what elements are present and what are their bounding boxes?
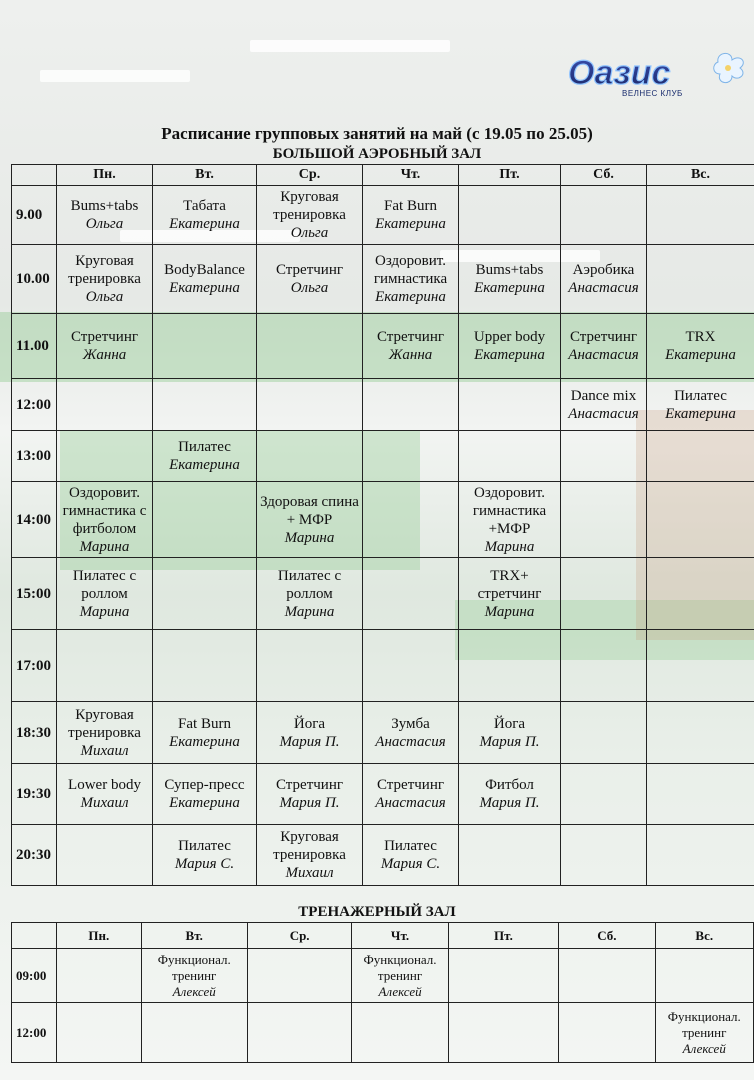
time-slot-row: [12, 630, 754, 702]
trainer-name: Ольга: [290, 280, 329, 296]
class-cell: [561, 314, 647, 379]
class-name: Оздоровит. гимнастика: [373, 253, 448, 287]
time-cell: 19:30: [12, 764, 57, 825]
trainer-name: Екатерина: [665, 405, 736, 422]
trainer-name: Екатерина: [474, 347, 545, 363]
class-name: Fat Burn: [178, 715, 231, 732]
class-cell: [153, 245, 257, 314]
time-slot-row: [12, 1003, 754, 1063]
class-cell: [153, 558, 257, 630]
time-cell: 12:00: [12, 379, 57, 431]
day-header: Пт.: [459, 165, 561, 186]
class-name: Пилатес: [674, 387, 727, 404]
class-cell: [153, 825, 257, 886]
class-cell: [363, 825, 459, 886]
corner-cell: [12, 923, 57, 949]
class-cell: [57, 431, 153, 482]
class-cell: [561, 702, 647, 764]
class-cell: [459, 764, 561, 825]
class-cell: [561, 558, 647, 630]
aerobic-hall-schedule: [11, 164, 754, 886]
class-name: Пилатес: [178, 439, 231, 455]
class-cell: [459, 825, 561, 886]
class-name: Табата: [183, 198, 226, 214]
gym-hall-schedule: [11, 922, 754, 1063]
trainer-name: Марина: [79, 603, 130, 620]
trainer-name: Алексей: [378, 983, 422, 999]
class-cell: [647, 482, 754, 558]
class-cell: [363, 245, 459, 314]
class-cell: [57, 764, 153, 825]
class-cell: [561, 764, 647, 825]
class-cell: [57, 702, 153, 764]
class-name: Функционал. тренинг: [363, 951, 437, 983]
time-slot-row: [12, 482, 754, 558]
trainer-name: Жанна: [82, 347, 127, 363]
class-name: Оздоровит. гимнастика с фитболом: [62, 484, 147, 537]
class-cell: [57, 1003, 141, 1063]
class-name: Супер-пресс: [164, 777, 245, 793]
day-header: Сб.: [561, 165, 647, 186]
class-cell: [459, 379, 561, 431]
class-cell: [459, 558, 561, 630]
class-name: Стретчинг: [275, 262, 343, 278]
class-name: TRX+ стретчинг: [477, 567, 542, 602]
class-cell: [257, 482, 363, 558]
class-cell: [57, 558, 153, 630]
class-cell: [459, 482, 561, 558]
class-name: TRX: [685, 329, 716, 345]
logo-subtitle: ВЕЛНЕС КЛУБ: [622, 89, 683, 98]
class-cell: [647, 314, 754, 379]
class-cell: [647, 558, 754, 630]
corner-cell: [12, 165, 57, 186]
day-header: Вс.: [655, 923, 753, 949]
svg-text:Оазис: Оазис: [568, 54, 671, 92]
page-title: Расписание групповых занятий на май (с 19.05 по 25.05): [161, 124, 593, 143]
class-cell: [247, 949, 351, 1003]
class-name: Круговая тренировка: [68, 706, 141, 741]
day-header: Чт.: [352, 923, 448, 949]
class-name: Круговая тренировка: [273, 189, 346, 223]
class-cell: [363, 314, 459, 379]
class-cell: [363, 431, 459, 482]
class-cell: [141, 949, 247, 1003]
class-cell: [363, 630, 459, 702]
trainer-name: Екатерина: [665, 347, 736, 363]
time-cell: 11.00: [12, 314, 57, 379]
class-cell: [363, 702, 459, 764]
time-cell: 10.00: [12, 245, 57, 314]
trainer-name: Анастасия: [568, 347, 639, 363]
class-name: Круговая тренировка: [273, 829, 346, 863]
class-cell: [655, 1003, 753, 1063]
day-header: Вс.: [647, 165, 754, 186]
hall1-title: БОЛЬШОЙ АЭРОБНЫЙ ЗАЛ: [272, 146, 482, 162]
class-cell: [153, 186, 257, 245]
class-name: Dance mix: [570, 387, 637, 404]
day-header: Сб.: [559, 923, 655, 949]
trainer-name: Алексей: [172, 983, 216, 999]
day-header: Ср.: [257, 165, 363, 186]
header-row: [12, 923, 754, 949]
class-cell: [57, 245, 153, 314]
schedule-body: [12, 186, 754, 886]
class-name: Upper body: [473, 329, 546, 345]
class-cell: [363, 558, 459, 630]
trainer-name: Анастасия: [568, 405, 639, 422]
day-header: Чт.: [363, 165, 459, 186]
trainer-name: Мария П.: [479, 733, 540, 750]
time-slot-row: [12, 764, 754, 825]
class-cell: [647, 764, 754, 825]
class-cell: [153, 482, 257, 558]
time-cell: 09:00: [12, 949, 57, 1003]
time-cell: 17:00: [12, 630, 57, 702]
class-cell: [363, 379, 459, 431]
class-cell: [57, 379, 153, 431]
trainer-name: Марина: [484, 538, 535, 555]
class-cell: [141, 1003, 247, 1063]
trainer-name: Анастасия: [375, 733, 446, 750]
trainer-name: Марина: [484, 603, 535, 620]
trainer-name: Ольга: [85, 289, 124, 305]
class-name: Фитбол: [485, 777, 534, 793]
class-cell: [561, 431, 647, 482]
class-name: Функционал. тренинг: [157, 951, 231, 983]
class-cell: [647, 702, 754, 764]
class-cell: [561, 630, 647, 702]
class-name: Оздоровит. гимнастика +МФР: [472, 484, 547, 537]
class-cell: [352, 1003, 448, 1063]
class-cell: [153, 431, 257, 482]
time-slot-row: [12, 314, 754, 379]
time-cell: 14:00: [12, 482, 57, 558]
class-cell: [559, 949, 655, 1003]
class-name: Bums+tabs: [70, 198, 139, 214]
class-cell: [257, 702, 363, 764]
class-name: Стретчинг: [70, 329, 138, 345]
class-cell: [257, 379, 363, 431]
time-slot-row: [12, 949, 754, 1003]
header-row: [12, 165, 754, 186]
class-cell: [257, 245, 363, 314]
class-name: Зумба: [391, 715, 430, 732]
day-header: Вт.: [153, 165, 257, 186]
class-name: Стретчинг: [376, 777, 444, 793]
class-cell: [655, 949, 753, 1003]
class-name: Здоровая спина + МФР: [260, 493, 359, 528]
time-cell: 20:30: [12, 825, 57, 886]
trainer-name: Екатерина: [375, 216, 446, 232]
class-cell: [448, 949, 558, 1003]
class-name: Стретчинг: [376, 329, 444, 345]
trainer-name: Мария С.: [380, 856, 441, 872]
class-cell: [257, 630, 363, 702]
trainer-name: Алексей: [682, 1040, 726, 1056]
day-header: Вт.: [141, 923, 247, 949]
trainer-name: Михаил: [80, 795, 129, 811]
time-cell: 12:00: [12, 1003, 57, 1063]
class-cell: [57, 482, 153, 558]
trainer-name: Мария П.: [479, 795, 540, 811]
class-name: Йога: [493, 715, 526, 732]
class-cell: [561, 379, 647, 431]
trainer-name: Михаил: [285, 865, 334, 881]
class-cell: [647, 186, 754, 245]
trainer-name: Екатерина: [169, 457, 240, 473]
day-header: Ср.: [247, 923, 351, 949]
time-slot-row: [12, 245, 754, 314]
class-name: Аэробика: [572, 262, 635, 278]
class-name: Пилатес: [178, 838, 231, 854]
class-name: Йога: [293, 715, 326, 732]
class-cell: [57, 186, 153, 245]
class-name: Lower body: [68, 777, 141, 793]
class-cell: [459, 630, 561, 702]
class-name: Bums+tabs: [475, 262, 544, 278]
class-cell: [257, 825, 363, 886]
class-cell: [459, 245, 561, 314]
class-cell: [257, 764, 363, 825]
hall2-title: ТРЕНАЖЕРНЫЙ ЗАЛ: [298, 904, 456, 920]
trainer-name: Екатерина: [169, 795, 240, 811]
class-cell: [459, 314, 561, 379]
time-slot-row: [12, 825, 754, 886]
trainer-name: Анастасия: [375, 795, 446, 811]
time-cell: 13:00: [12, 431, 57, 482]
class-name: BodyBalance: [164, 262, 245, 278]
trainer-name: Ольга: [290, 225, 329, 241]
class-name: Функционал. тренинг: [667, 1008, 741, 1040]
class-cell: [448, 1003, 558, 1063]
class-cell: [153, 314, 257, 379]
time-slot-row: [12, 186, 754, 245]
class-name: Стретчинг: [569, 329, 637, 345]
trainer-name: Екатерина: [169, 216, 240, 232]
class-name: Пилатес с роллом: [277, 567, 342, 602]
trainer-name: Ольга: [85, 216, 124, 232]
day-header: Пн.: [57, 923, 141, 949]
trainer-name: Екатерина: [169, 280, 240, 296]
trainer-name: Анастасия: [568, 280, 639, 296]
class-cell: [257, 558, 363, 630]
time-cell: 9.00: [12, 186, 57, 245]
class-cell: [561, 825, 647, 886]
class-cell: [363, 186, 459, 245]
class-cell: [363, 482, 459, 558]
class-cell: [257, 314, 363, 379]
trainer-name: Мария П.: [279, 795, 340, 811]
class-cell: [647, 431, 754, 482]
class-name: Fat Burn: [384, 198, 437, 214]
class-name: Пилатес: [384, 838, 437, 854]
class-cell: [57, 630, 153, 702]
trainer-name: Жанна: [388, 347, 433, 363]
trainer-name: Мария С.: [174, 856, 235, 872]
class-cell: [153, 379, 257, 431]
class-cell: [561, 186, 647, 245]
time-slot-row: [12, 379, 754, 431]
class-cell: [257, 186, 363, 245]
time-slot-row: [12, 558, 754, 630]
class-cell: [153, 764, 257, 825]
class-cell: [352, 949, 448, 1003]
class-name: Пилатес с роллом: [72, 567, 137, 602]
trainer-name: Екатерина: [474, 280, 545, 296]
class-cell: [247, 1003, 351, 1063]
class-cell: [647, 245, 754, 314]
class-cell: [459, 431, 561, 482]
class-name: Круговая тренировка: [68, 253, 141, 287]
class-cell: [559, 1003, 655, 1063]
trainer-name: Марина: [284, 603, 335, 620]
class-cell: [153, 702, 257, 764]
class-cell: [459, 702, 561, 764]
day-header: Пт.: [448, 923, 558, 949]
class-cell: [57, 314, 153, 379]
class-cell: [459, 186, 561, 245]
schedule-body: [12, 949, 754, 1063]
time-slot-row: [12, 431, 754, 482]
class-cell: [561, 482, 647, 558]
time-slot-row: [12, 702, 754, 764]
trainer-name: Екатерина: [375, 289, 446, 305]
trainer-name: Марина: [284, 529, 335, 546]
class-cell: [647, 379, 754, 431]
class-cell: [57, 949, 141, 1003]
class-cell: [647, 825, 754, 886]
class-name: Стретчинг: [275, 777, 343, 793]
class-cell: [257, 431, 363, 482]
trainer-name: Екатерина: [169, 733, 240, 750]
trainer-name: Мария П.: [279, 733, 340, 750]
class-cell: [363, 764, 459, 825]
class-cell: [153, 630, 257, 702]
time-cell: 18:30: [12, 702, 57, 764]
trainer-name: Михаил: [80, 742, 129, 759]
time-cell: 15:00: [12, 558, 57, 630]
trainer-name: Марина: [79, 538, 130, 555]
class-cell: [561, 245, 647, 314]
class-cell: [57, 825, 153, 886]
class-cell: [647, 630, 754, 702]
day-header: Пн.: [57, 165, 153, 186]
